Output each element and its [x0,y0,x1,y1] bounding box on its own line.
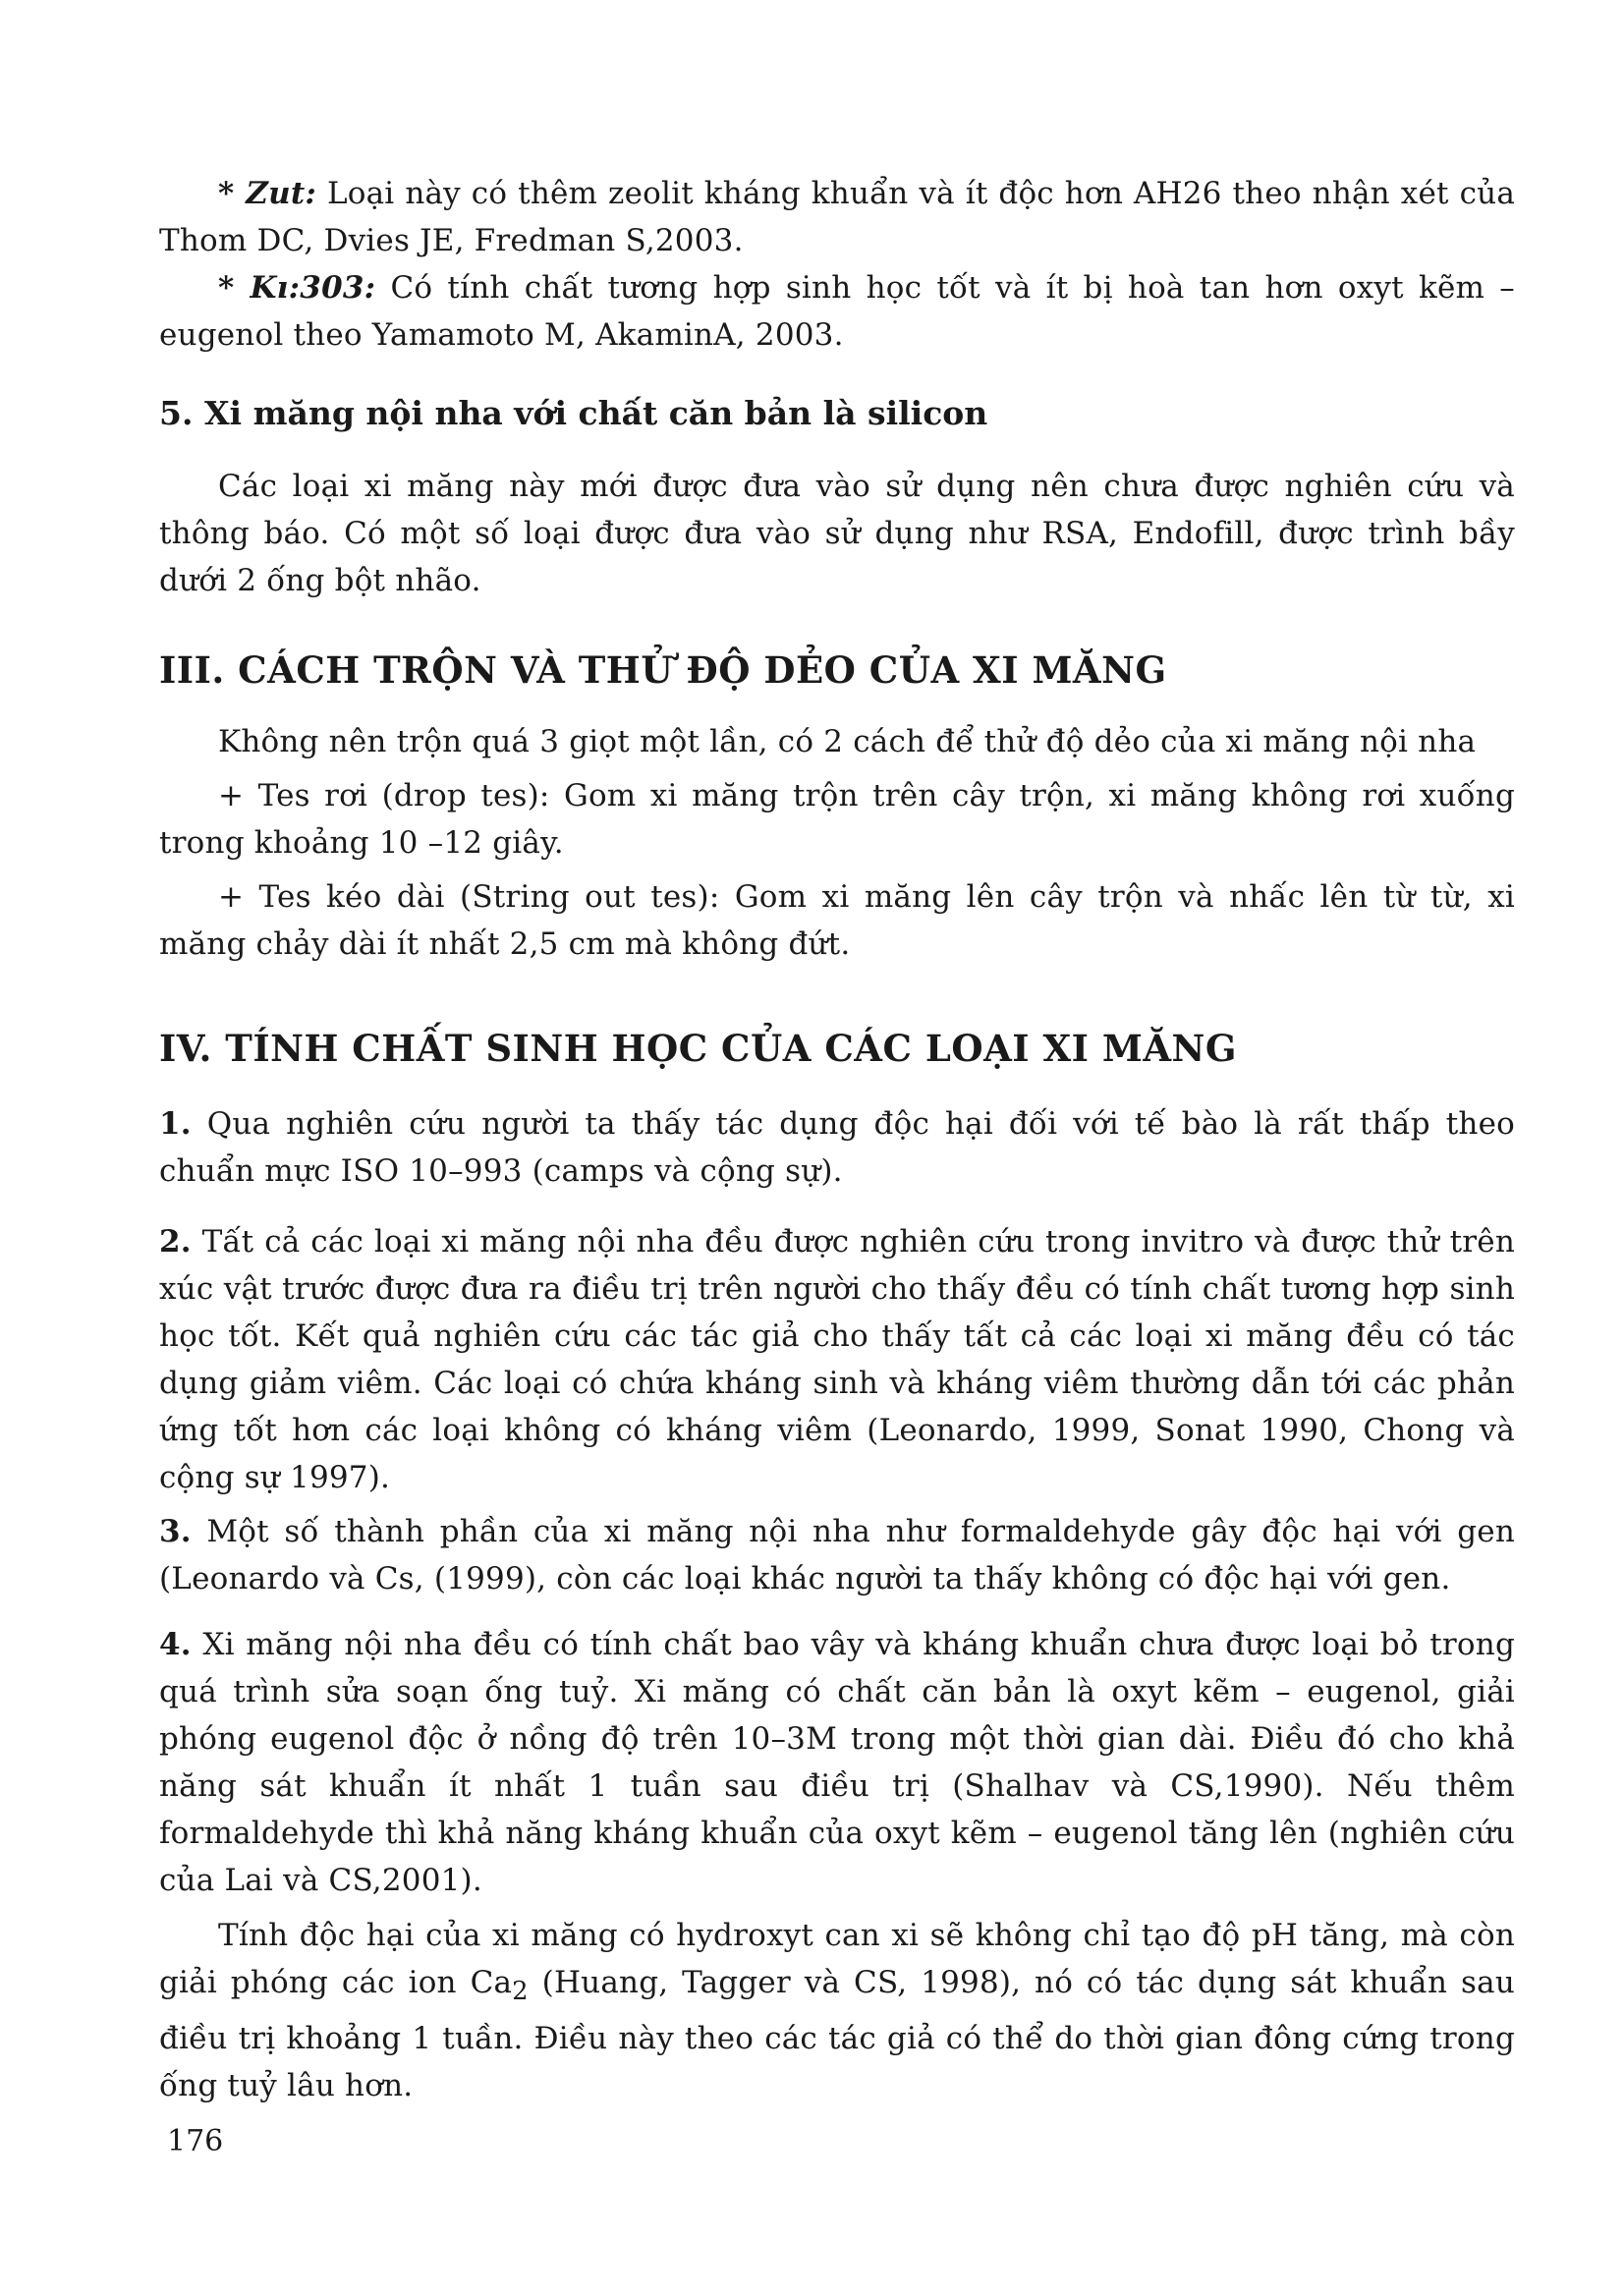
section3-p2: + Tes rơi (drop tes): Gom xi măng trộn trên cây trộn, xi măng không rơi xuống trong khoảng 10 –12 giây. [159,778,1515,861]
item-text: Tất cả các loại xi măng nội nha đều được nghiên cứu trong invitro và được thử trên xúc vật trước được đưa ra điều trị trên người cho thấy đều có tính chất tương hợp sinh học tốt. Kết quả nghiên cứu các tác giả cho thấy tất cả các loại xi măng đều có tác dụng giảm viêm. Các loại có chứa kháng sinh và kháng viêm thường dẫn tới các phản ứng tốt hơn các loại không có kháng viêm (Leonardo, 1999, Sonat 1990, Chong và cộng sự 1997). [159,1224,1515,1495]
p5-text-a: Tính độc hại của xi măng có hydroxyt can xi sẽ không chỉ tạo độ pH tăng, mà còn giải phóng các ion Ca [159,1918,1515,2000]
item-zut [159,170,1515,264]
item-kt-text: Có tính chất tương hợp sinh học tốt và ít bị hoà tan hơn oxyt kẽm – eugenol theo Yamamoto M, AkaminA, 2003. [159,270,1515,353]
section4-paragraph-5 [159,1912,1515,2109]
section4-item-3 [159,1508,1515,1602]
item-kt-label: * Kı:303: [218,270,376,306]
section3-p3: + Tes kéo dài (String out tes): Gom xi măng lên cây trộn và nhấc lên từ từ, xi măng chảy dài ít nhất 2,5 cm mà không đứt. [159,879,1515,962]
item-text: Xi măng nội nha đều có tính chất bao vây và kháng khuẩn chưa được loại bỏ trong quá trình sửa soạn ống tuỷ. Xi măng có chất căn bản là oxyt kẽm – eugenol, giải phóng eugenol độc ở nồng độ trên 10–3M trong một thời gian dài. Điều đó cho khả năng sát khuẩn ít nhất 1 tuần sau điều trị (Shalhav và CS,1990). Nếu thêm formaldehyde thì khả năng kháng khuẩn của oxyt kẽm – eugenol tăng lên (nghiên cứu của Lai và CS,2001). [159,1627,1515,1898]
section4-heading: IV. TÍNH CHẤT SINH HỌC CỦA CÁC LOẠI XI MĂNG [159,1027,1237,1070]
section4-item-2 [159,1218,1515,1501]
item-text: Qua nghiên cứu người ta thấy tác dụng độc hại đối với tế bào là rất thấp theo chuẩn mực ISO 10–993 (camps và cộng sự). [159,1106,1515,1189]
item-number: 4. [159,1627,192,1662]
page-number: 176 [167,2124,224,2158]
item-text: Một số thành phần của xi măng nội nha như formaldehyde gây độc hại với gen (Leonardo và Cs, (1999), còn các loại khác người ta thấy không có độc hại với gen. [159,1514,1515,1596]
item-number: 3. [159,1514,192,1549]
item-zut-text: Loại này có thêm zeolit kháng khuẩn và ít độc hơn AH26 theo nhận xét của Thom DC, Dvies JE, Fredman S,2003. [159,176,1515,258]
section5-paragraph: Các loại xi măng này mới được đưa vào sử dụng nên chưa được nghiên cứu và thông báo. Có một số loại được đưa vào sử dụng như RSA, Endofill, được trình bầy dưới 2 ống bột nhão. [159,469,1515,598]
p5-text-b: (Huang, Tagger và CS, 1998), nó có tác dụng sát khuẩn sau điều trị khoảng 1 tuần. Điều này theo các tác giả có thể do thời gian đông cứng trong ống tuỷ lâu hơn. [159,1965,1515,2104]
item-number: 2. [159,1224,192,1260]
section5-heading: 5. Xi măng nội nha với chất căn bản là silicon [159,394,988,432]
p5-subscript: 2 [512,1977,529,2007]
section3-p1: Không nên trộn quá 3 giọt một lần, có 2 cách để thử độ dẻo của xi măng nội nha [218,724,1477,759]
section4-item-1 [159,1100,1515,1195]
item-kt [159,264,1515,359]
item-zut-label: * Zut: [218,176,317,211]
section4-item-4 [159,1621,1515,1904]
item-number: 1. [159,1106,192,1142]
section3-heading: III. CÁCH TRỘN VÀ THỬ ĐỘ DẺO CỦA XI MĂNG [159,648,1167,692]
